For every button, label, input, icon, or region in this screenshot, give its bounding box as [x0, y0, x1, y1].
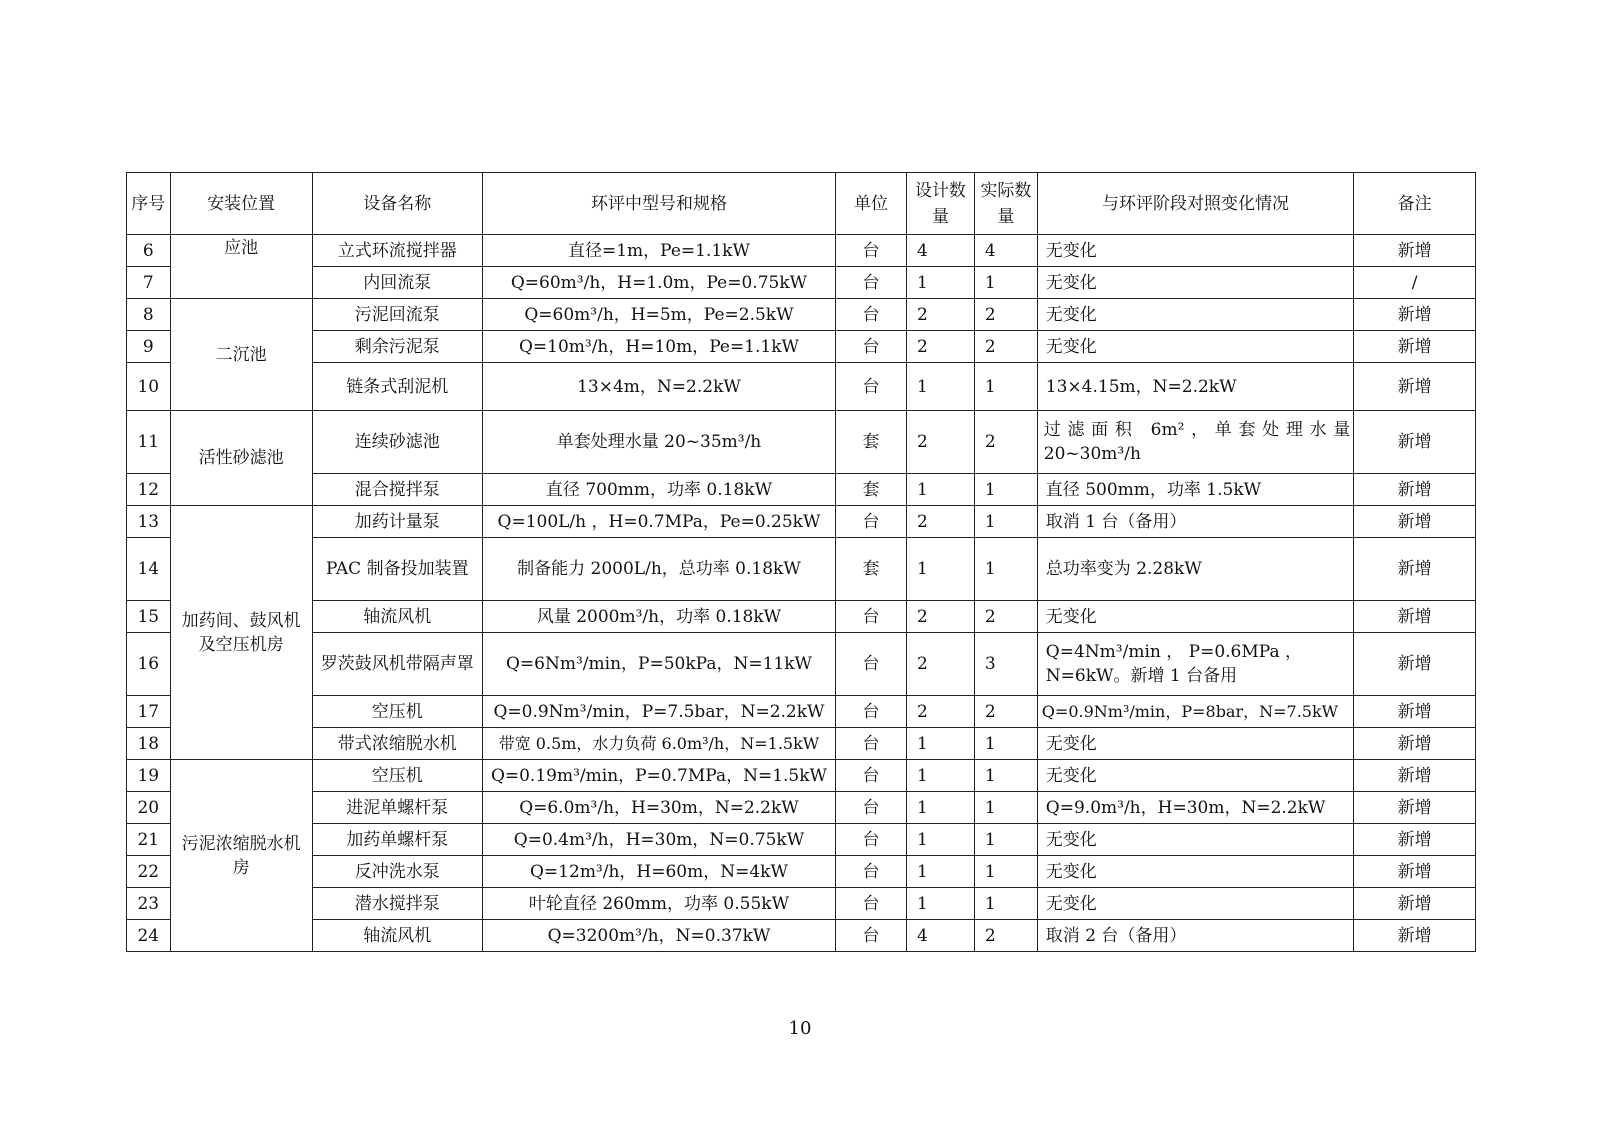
cell-spec: 制备能力 2000L/h，总功率 0.18kW	[483, 538, 836, 601]
cell-unit: 台	[835, 760, 906, 792]
cell-spec: 风量 2000m³/h，功率 0.18kW	[483, 601, 836, 633]
cell-spec: Q=0.9Nm³/min，P=7.5bar，N=2.2kW	[483, 696, 836, 728]
cell-design-qty: 4	[906, 235, 974, 267]
cell-spec: 13×4m，N=2.2kW	[483, 363, 836, 411]
cell-seq: 9	[127, 331, 171, 363]
cell-remark: 新增	[1354, 601, 1476, 633]
cell-seq: 18	[127, 728, 171, 760]
cell-name: 混合搅拌泵	[312, 474, 482, 506]
cell-name: 空压机	[312, 696, 482, 728]
cell-remark: 新增	[1354, 888, 1476, 920]
table-row	[127, 920, 1476, 952]
cell-seq: 22	[127, 856, 171, 888]
cell-change: 无变化	[1037, 267, 1353, 299]
header-name: 设备名称	[312, 173, 482, 235]
cell-seq: 17	[127, 696, 171, 728]
cell-spec: Q=10m³/h，H=10m，Pe=1.1kW	[483, 331, 836, 363]
cell-design-qty: 2	[906, 601, 974, 633]
cell-unit: 台	[835, 363, 906, 411]
table-row	[127, 601, 1476, 633]
header-change: 与环评阶段对照变化情况	[1037, 173, 1353, 235]
cell-seq: 16	[127, 633, 171, 696]
cell-name: 内回流泵	[312, 267, 482, 299]
cell-spec: Q=6Nm³/min，P=50kPa，N=11kW	[483, 633, 836, 696]
cell-actual-qty: 2	[974, 920, 1037, 952]
table-body	[127, 235, 1476, 952]
cell-remark: 新增	[1354, 728, 1476, 760]
table-row	[127, 299, 1476, 331]
cell-remark: 新增	[1354, 824, 1476, 856]
cell-seq: 6	[127, 235, 171, 267]
cell-design-qty: 2	[906, 299, 974, 331]
cell-seq: 15	[127, 601, 171, 633]
table-row	[127, 267, 1476, 299]
cell-change: 过滤面积 6m²，单套处理水量 20~30m³/h	[1037, 411, 1353, 474]
cell-remark: 新增	[1354, 235, 1476, 267]
cell-actual-qty: 1	[974, 856, 1037, 888]
cell-change: 无变化	[1037, 728, 1353, 760]
cell-change: 无变化	[1037, 856, 1353, 888]
table-row	[127, 760, 1476, 792]
cell-unit: 台	[835, 506, 906, 538]
header-row	[127, 173, 1476, 235]
cell-actual-qty: 1	[974, 728, 1037, 760]
cell-unit: 台	[835, 792, 906, 824]
cell-actual-qty: 2	[974, 299, 1037, 331]
cell-unit: 台	[835, 267, 906, 299]
cell-change: Q=9.0m³/h，H=30m，N=2.2kW	[1037, 792, 1353, 824]
cell-seq: 7	[127, 267, 171, 299]
cell-actual-qty: 1	[974, 792, 1037, 824]
cell-name: 进泥单螺杆泵	[312, 792, 482, 824]
cell-actual-qty: 2	[974, 601, 1037, 633]
cell-unit: 台	[835, 696, 906, 728]
cell-seq: 20	[127, 792, 171, 824]
cell-remark: 新增	[1354, 633, 1476, 696]
header-seq: 序号	[127, 173, 171, 235]
equipment-table	[126, 172, 1476, 952]
cell-change: 取消 2 台（备用）	[1037, 920, 1353, 952]
header-location: 安装位置	[170, 173, 312, 235]
cell-spec: 单套处理水量 20~35m³/h	[483, 411, 836, 474]
cell-location: 应池	[170, 235, 312, 299]
cell-actual-qty: 4	[974, 235, 1037, 267]
cell-actual-qty: 2	[974, 411, 1037, 474]
cell-name: 潜水搅拌泵	[312, 888, 482, 920]
cell-location: 二沉池	[170, 299, 312, 411]
cell-design-qty: 1	[906, 474, 974, 506]
table-row	[127, 538, 1476, 601]
cell-actual-qty: 2	[974, 331, 1037, 363]
cell-seq: 12	[127, 474, 171, 506]
table-row	[127, 235, 1476, 267]
cell-design-qty: 2	[906, 411, 974, 474]
cell-change: 无变化	[1037, 601, 1353, 633]
cell-unit: 台	[835, 728, 906, 760]
table-row	[127, 856, 1476, 888]
cell-actual-qty: 1	[974, 888, 1037, 920]
cell-location: 加药间、鼓风机及空压机房	[170, 506, 312, 760]
cell-seq: 10	[127, 363, 171, 411]
cell-unit: 台	[835, 299, 906, 331]
table-row	[127, 363, 1476, 411]
cell-spec: Q=3200m³/h，N=0.37kW	[483, 920, 836, 952]
cell-design-qty: 1	[906, 888, 974, 920]
cell-unit: 台	[835, 601, 906, 633]
cell-unit: 台	[835, 633, 906, 696]
cell-spec: 叶轮直径 260mm，功率 0.55kW	[483, 888, 836, 920]
cell-design-qty: 1	[906, 792, 974, 824]
cell-spec: Q=0.19m³/min，P=0.7MPa，N=1.5kW	[483, 760, 836, 792]
cell-actual-qty: 2	[974, 696, 1037, 728]
cell-name: 污泥回流泵	[312, 299, 482, 331]
cell-design-qty: 1	[906, 728, 974, 760]
cell-remark: 新增	[1354, 474, 1476, 506]
table-row	[127, 331, 1476, 363]
cell-seq: 11	[127, 411, 171, 474]
cell-name: 剩余污泥泵	[312, 331, 482, 363]
cell-design-qty: 4	[906, 920, 974, 952]
cell-seq: 13	[127, 506, 171, 538]
cell-design-qty: 1	[906, 824, 974, 856]
cell-name: 加药计量泵	[312, 506, 482, 538]
table-row	[127, 728, 1476, 760]
cell-actual-qty: 3	[974, 633, 1037, 696]
cell-actual-qty: 1	[974, 474, 1037, 506]
cell-location: 活性砂滤池	[170, 411, 312, 506]
cell-change: Q=4Nm³/min ， P=0.6MPa ，N=6kW。新增 1 台备用	[1037, 633, 1353, 696]
table-row	[127, 696, 1476, 728]
cell-spec: 带宽 0.5m，水力负荷 6.0m³/h，N=1.5kW	[483, 728, 836, 760]
cell-remark: 新增	[1354, 538, 1476, 601]
cell-design-qty: 1	[906, 267, 974, 299]
cell-unit: 台	[835, 235, 906, 267]
cell-remark: 新增	[1354, 760, 1476, 792]
cell-remark: 新增	[1354, 920, 1476, 952]
cell-actual-qty: 1	[974, 267, 1037, 299]
cell-location: 污泥浓缩脱水机房	[170, 760, 312, 952]
cell-remark: 新增	[1354, 363, 1476, 411]
cell-name: 轴流风机	[312, 920, 482, 952]
cell-unit: 台	[835, 856, 906, 888]
cell-actual-qty: 1	[974, 538, 1037, 601]
cell-actual-qty: 1	[974, 363, 1037, 411]
cell-actual-qty: 1	[974, 824, 1037, 856]
cell-change: 无变化	[1037, 331, 1353, 363]
cell-remark: 新增	[1354, 856, 1476, 888]
cell-spec: Q=60m³/h，H=1.0m，Pe=0.75kW	[483, 267, 836, 299]
cell-name: 反冲洗水泵	[312, 856, 482, 888]
table-row	[127, 888, 1476, 920]
cell-design-qty: 1	[906, 856, 974, 888]
cell-seq: 14	[127, 538, 171, 601]
header-design-qty: 设计数量	[906, 173, 974, 235]
cell-design-qty: 2	[906, 633, 974, 696]
cell-change: 总功率变为 2.28kW	[1037, 538, 1353, 601]
cell-design-qty: 2	[906, 506, 974, 538]
cell-seq: 21	[127, 824, 171, 856]
cell-design-qty: 1	[906, 363, 974, 411]
cell-unit: 台	[835, 824, 906, 856]
cell-change: 无变化	[1037, 824, 1353, 856]
cell-change: 无变化	[1037, 299, 1353, 331]
cell-remark: 新增	[1354, 331, 1476, 363]
header-actual-qty: 实际数量	[974, 173, 1037, 235]
cell-name: 空压机	[312, 760, 482, 792]
table-row	[127, 474, 1476, 506]
cell-spec: Q=6.0m³/h，H=30m，N=2.2kW	[483, 792, 836, 824]
page-number: 10	[788, 1018, 812, 1039]
cell-design-qty: 2	[906, 331, 974, 363]
cell-seq: 23	[127, 888, 171, 920]
cell-name: 加药单螺杆泵	[312, 824, 482, 856]
table-row	[127, 792, 1476, 824]
cell-seq: 19	[127, 760, 171, 792]
cell-spec: Q=60m³/h，H=5m，Pe=2.5kW	[483, 299, 836, 331]
header-remark: 备注	[1354, 173, 1476, 235]
cell-change: Q=0.9Nm³/min，P=8bar，N=7.5kW	[1037, 696, 1353, 728]
cell-change: 无变化	[1037, 235, 1353, 267]
cell-unit: 台	[835, 888, 906, 920]
cell-name: 带式浓缩脱水机	[312, 728, 482, 760]
cell-actual-qty: 1	[974, 760, 1037, 792]
cell-unit: 套	[835, 411, 906, 474]
cell-spec: Q=0.4m³/h，H=30m，N=0.75kW	[483, 824, 836, 856]
cell-remark: /	[1354, 267, 1476, 299]
cell-seq: 8	[127, 299, 171, 331]
cell-spec: 直径=1m，Pe=1.1kW	[483, 235, 836, 267]
cell-remark: 新增	[1354, 792, 1476, 824]
cell-spec: 直径 700mm，功率 0.18kW	[483, 474, 836, 506]
cell-name: 罗茨鼓风机带隔声罩	[312, 633, 482, 696]
cell-unit: 套	[835, 474, 906, 506]
cell-actual-qty: 1	[974, 506, 1037, 538]
table-header	[127, 173, 1476, 235]
cell-change: 13×4.15m，N=2.2kW	[1037, 363, 1353, 411]
cell-spec: Q=12m³/h，H=60m，N=4kW	[483, 856, 836, 888]
cell-name: 连续砂滤池	[312, 411, 482, 474]
cell-spec: Q=100L/h ，H=0.7MPa，Pe=0.25kW	[483, 506, 836, 538]
cell-name: PAC 制备投加装置	[312, 538, 482, 601]
cell-remark: 新增	[1354, 696, 1476, 728]
cell-name: 轴流风机	[312, 601, 482, 633]
cell-unit: 套	[835, 538, 906, 601]
cell-unit: 台	[835, 331, 906, 363]
cell-change: 无变化	[1037, 760, 1353, 792]
table-row	[127, 633, 1476, 696]
header-unit: 单位	[835, 173, 906, 235]
cell-remark: 新增	[1354, 299, 1476, 331]
cell-seq: 24	[127, 920, 171, 952]
cell-remark: 新增	[1354, 506, 1476, 538]
cell-design-qty: 1	[906, 760, 974, 792]
table-row	[127, 824, 1476, 856]
cell-unit: 台	[835, 920, 906, 952]
cell-change: 无变化	[1037, 888, 1353, 920]
cell-change: 取消 1 台（备用）	[1037, 506, 1353, 538]
table-row	[127, 506, 1476, 538]
cell-remark: 新增	[1354, 411, 1476, 474]
table-row	[127, 411, 1476, 474]
cell-name: 链条式刮泥机	[312, 363, 482, 411]
cell-design-qty: 2	[906, 696, 974, 728]
cell-change: 直径 500mm，功率 1.5kW	[1037, 474, 1353, 506]
header-spec: 环评中型号和规格	[483, 173, 836, 235]
cell-name: 立式环流搅拌器	[312, 235, 482, 267]
cell-design-qty: 1	[906, 538, 974, 601]
